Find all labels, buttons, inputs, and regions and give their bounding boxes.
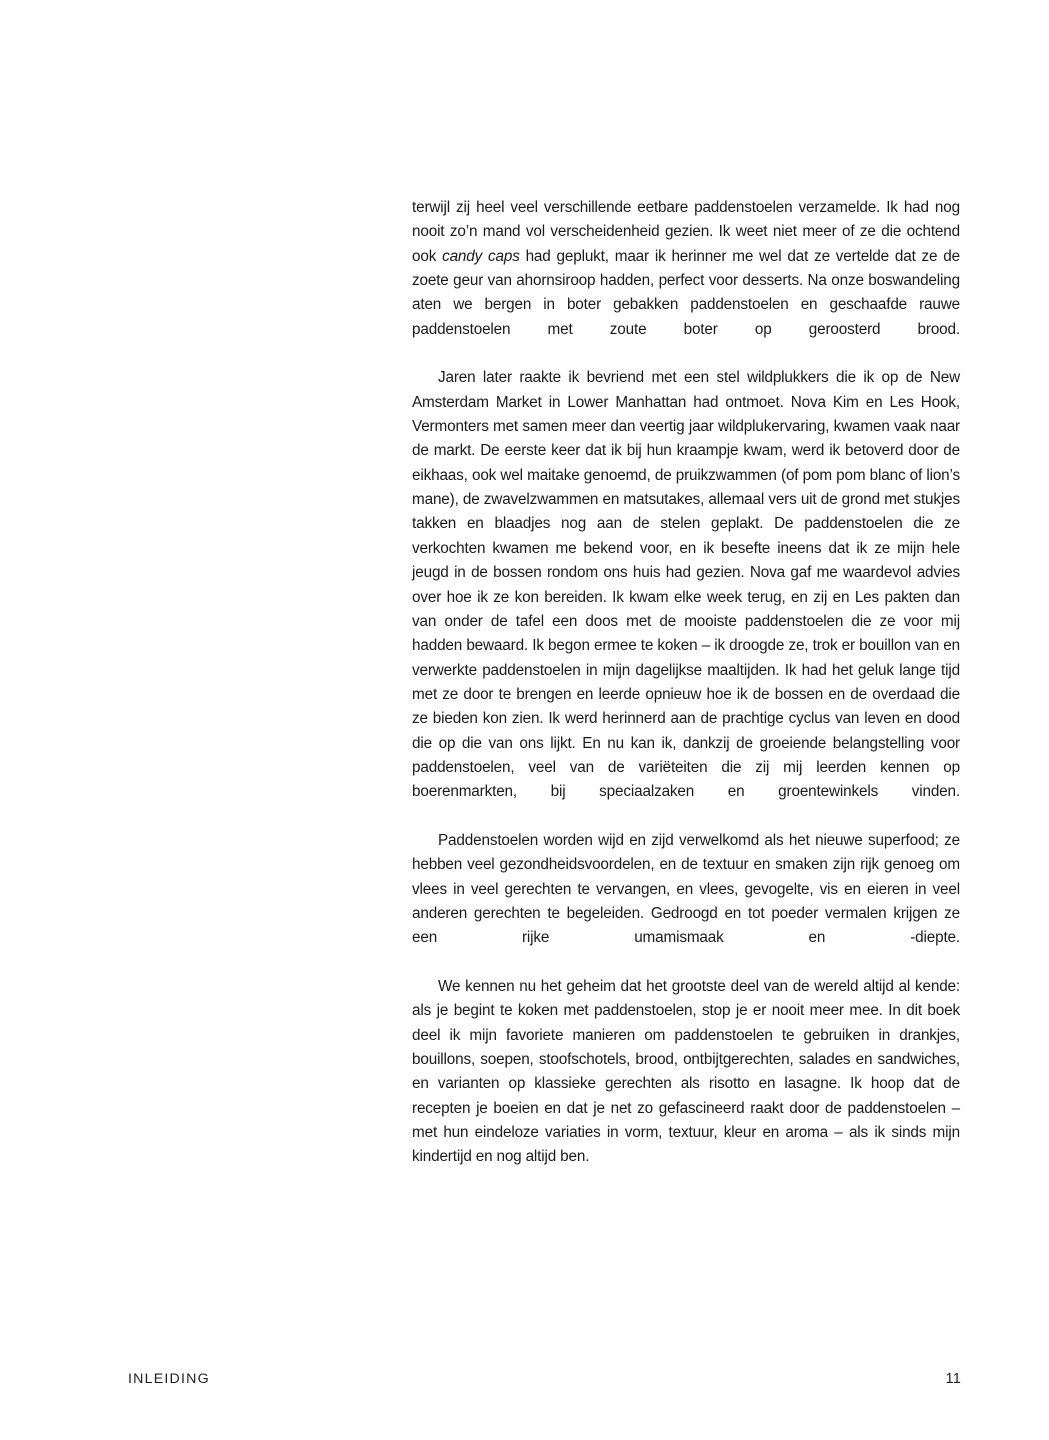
page-footer [128, 1371, 961, 1395]
body-text-column [412, 196, 960, 1170]
paragraph-1 [412, 196, 960, 366]
paragraph-4: We kennen nu het geheim dat het grootste deel van de wereld altijd al kende: als je begint te koken met paddenstoelen, stop je er nooit meer mee. In dit boek deel ik mijn favoriete manieren om paddenstoelen te gebruiken in drankjes, bouillons, soepen, stoofschotels, brood, ontbijtgerechten, salades en sandwiches, en varianten op klassieke gerechten als risotto en lasagne. Ik hoop dat de recepten je boeien en dat je net zo gefascineerd raakt door de paddenstoelen – met hun eindeloze variaties in vorm, textuur, kleur en aroma – als ik sinds mijn kindertijd en nog altijd ben. [412, 978, 960, 1166]
paragraph-1-text-before-italic: terwijl zij heel veel verschillende eetbare paddenstoelen verzamelde. Ik had nog nooit zo’n mand vol verscheidenheid gezien. Ik weet niet meer of ze die ochtend ook [412, 199, 960, 265]
paragraph-2: Jaren later raakte ik bevriend met een stel wildplukkers die ik op de New Amsterdam Market in Lower Manhattan had ontmoet. Nova Kim en Les Hook, Vermonters met samen meer dan veertig jaar wildplukervaring, kwamen vaak naar de markt. De eerste keer dat ik bij hun kraampje kwam, werd ik betoverd door de eikhaas, ook wel maitake genoemd, de pruikzwammen (of pom pom blanc of lion’s mane), de zwavelzwammen en matsutakes, allemaal vers uit de grond met stukjes takken en blaadjes nog aan de stelen geplakt. De paddenstoelen die ze verkochten kwamen me bekend voor, en ik besefte ineens dat ik ze mijn hele jeugd in de bossen rondom ons huis had gezien. Nova gaf me waardevol advies over hoe ik ze kon bereiden. Ik kwam elke week terug, en zij en Les pakten dan van onder de tafel een doos met de mooiste paddenstoelen die ze voor mij hadden bewaard. Ik begon ermee te koken – ik droogde ze, trok er bouillon van en verwerkte paddenstoelen in mijn dagelijkse maaltijden. Ik had het geluk lange tijd met ze door te brengen en leerde opnieuw hoe ik de bossen en de overdaad die ze bieden kon zien. Ik werd herinnerd aan de prachtige cyclus van leven en dood die op die van ons lijkt. En nu kan ik, dankzij de groeiende belangstelling voor paddenstoelen, veel van de variëteiten die zij mij leerden kennen op boerenmarkten, bij speciaalzaken en groentewinkels vinden. [412, 369, 960, 801]
footer-chapter-label: INLEIDING [128, 1371, 210, 1387]
paragraph-1-text-after-italic: had geplukt, maar ik herinner me wel dat ze vertelde dat ze de zoete geur van ahornsiroop hadden, perfect voor desserts. Na onze boswandeling aten we bergen in boter gebakken paddenstoelen en geschaafde rauwe paddenstoelen met zoute boter op geroosterd brood. [412, 247, 960, 338]
footer-page-number: 11 [945, 1371, 961, 1387]
italic-term-candy-caps: candy caps [442, 247, 520, 265]
paragraph-3: Paddenstoelen worden wijd en zijd verwelkomd als het nieuwe superfood; ze hebben veel gezondheidsvoordelen, en de textuur en smaken zijn rijk genoeg om vlees in veel gerechten te vervangen, en vlees, gevogelte, vis en eieren in veel anderen gerechten te begeleiden. Gedroogd en tot poeder vermalen krijgen ze een rijke umamismaak en -diepte. [412, 831, 960, 947]
